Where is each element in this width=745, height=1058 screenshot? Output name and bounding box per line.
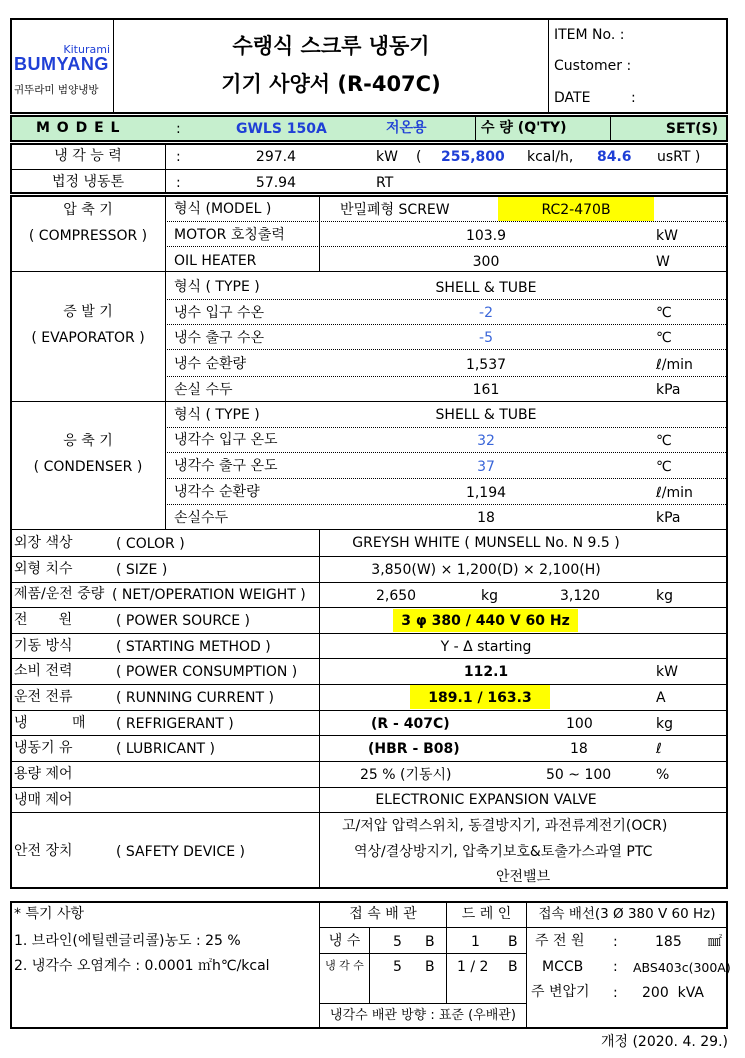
start-value: Y - Δ starting (440, 639, 532, 655)
legal-value: 57.94 (255, 175, 296, 191)
wiring-main-unit: ㎟ (708, 934, 722, 950)
cond-row3-label: 냉각수 출구 온도 (174, 458, 278, 474)
comp-row3-label: OIL HEATER (174, 253, 257, 269)
wiring-main-colon: : (613, 934, 618, 950)
power-en: ( POWER SOURCE ) (116, 613, 250, 629)
ref-amount: 100 (566, 716, 593, 732)
cond-line1 (165, 427, 728, 428)
notes-item-2: 2. 냉각수 오염계수 : 0.0001 ㎡h℃/kcal (14, 958, 270, 974)
pipe-row1-dunit: B (508, 934, 518, 950)
cond-row5-value: 18 (477, 510, 495, 526)
wiring-main-label: 주 전 원 (535, 933, 585, 949)
start-ko: 기동 방식 (14, 638, 73, 654)
run-ko: 운전 전류 (14, 689, 73, 705)
lub-unit: ℓ (656, 741, 662, 757)
item-no-label: ITEM No. : (554, 27, 625, 43)
safety-ko: 안전 장치 (14, 843, 73, 859)
comp-row2-value: 103.9 (465, 228, 507, 244)
wiring-trans-colon: : (613, 985, 618, 1001)
capacity-usrt-unit: usRT ) (657, 149, 701, 165)
cond-row5-label: 손실수두 (174, 510, 229, 526)
cond-row2-label: 냉각수 입구 온도 (174, 432, 278, 448)
pipe-row2-size: 5 (393, 959, 402, 975)
bottom-h3 (319, 1003, 526, 1004)
cond-div (165, 401, 166, 529)
wiring-title: 접속 배선(3 Ø 380 V 60 Hz) (538, 906, 716, 922)
comp-row1-value: 반밀폐형 SCREW (340, 202, 450, 218)
model-div2 (610, 115, 611, 142)
spec-line-power (10, 633, 728, 634)
spec-line-run (10, 710, 728, 711)
evap-row4-unit: ℓ/min (656, 357, 693, 373)
doc-title-line2: 기기 사양서 (R-407C) (221, 72, 441, 96)
evap-end (10, 401, 728, 402)
pipe-row1-size: 5 (393, 934, 402, 950)
cap-value: 25 % (기동시) (360, 767, 452, 783)
evap-row2-value: -2 (479, 305, 493, 321)
cond-line2 (165, 452, 728, 453)
comp-end (10, 271, 728, 272)
capacity-label: 냉 각 능 력 (54, 148, 122, 164)
compressor-name-ko: 압 축 기 (63, 202, 113, 218)
condenser-name-en: ( CONDENSER ) (33, 459, 143, 475)
model-type: 저온용 (386, 120, 427, 136)
spec-line-cons (10, 684, 728, 685)
color-en: ( COLOR ) (116, 536, 185, 552)
cond-row1-label: 형식 ( TYPE ) (174, 407, 260, 423)
spec-line-start (10, 658, 728, 659)
capacity-paren: ( (416, 149, 422, 165)
comp-row1-value2: RC2-470B (541, 202, 611, 218)
spec-line-cap (10, 787, 728, 788)
evaporator-name-ko: 증 발 기 (63, 304, 113, 320)
spec-line-refc (10, 812, 728, 813)
ref-unit: kg (656, 716, 673, 732)
pipe-drain-header: 드 레 인 (461, 906, 512, 922)
wiring-main-value: 185 (655, 934, 682, 950)
comp-div (165, 195, 166, 271)
cond-line3 (165, 478, 728, 479)
capacity-usrt: 84.6 (597, 149, 632, 165)
cap-range: 50 ~ 100 (546, 767, 612, 783)
cond-row3-value: 37 (477, 459, 495, 475)
spec-line-color (10, 556, 728, 557)
lub-value: (HBR - B08) (368, 741, 460, 757)
brand-small: Kiturami (63, 43, 110, 56)
run-en: ( RUNNING CURRENT ) (116, 690, 274, 706)
wiring-mccb-colon: : (613, 959, 618, 975)
legal-label: 법정 냉동톤 (51, 174, 125, 190)
pipe-row2-label: 냉 각 수 (325, 959, 364, 972)
capacity-mid-line (10, 169, 728, 170)
brand-logo: BUMYANG (14, 54, 109, 74)
evap-line1 (165, 299, 728, 300)
header-divider-right (548, 18, 549, 114)
comp-row2-unit: kW (656, 228, 678, 244)
size-value: 3,850(W) × 1,200(D) × 2,100(H) (371, 562, 601, 578)
customer-label: Customer : (554, 58, 632, 74)
run-unit: A (656, 690, 666, 706)
refc-value: ELECTRONIC EXPANSION VALVE (375, 792, 597, 808)
set-label: SET(S) (665, 121, 718, 137)
evap-line4 (165, 376, 728, 377)
safety-en: ( SAFETY DEVICE ) (116, 844, 245, 860)
pipe-row2-drain: 1 / 2 (457, 959, 489, 975)
cond-row2-value: 32 (477, 433, 495, 449)
brand-korean: 귀뚜라미 범양냉방 (14, 84, 99, 96)
model-label: M O D E L (36, 120, 121, 136)
size-ko: 외형 치수 (14, 561, 73, 577)
bottom-h2 (319, 953, 526, 954)
doc-title-line1: 수랭식 스크루 냉동기 (232, 34, 430, 58)
cond-row5-unit: kPa (656, 510, 681, 526)
comp-line1 (165, 221, 728, 222)
notes-title: * 특기 사항 (14, 906, 84, 922)
evap-line2 (165, 324, 728, 325)
model-value: GWLS 150A (236, 121, 327, 137)
pipe-row2-unit: B (425, 959, 435, 975)
power-ko: 전 원 (14, 612, 73, 628)
wiring-mccb-value: ABS403c(300A) (633, 960, 731, 975)
capacity-div (165, 143, 166, 194)
cond-row2-unit: ℃ (656, 433, 672, 449)
wiring-trans-label: 주 변압기 (531, 984, 590, 1000)
legal-unit: RT (376, 175, 394, 191)
evap-row4-value: 1,537 (465, 357, 507, 373)
evap-row5-value: 161 (472, 382, 500, 398)
lub-en: ( LUBRICANT ) (116, 741, 216, 757)
comp-row3-value: 300 (472, 254, 500, 270)
ref-en: ( REFRIGERANT ) (116, 716, 234, 732)
capacity-kw-unit: kW (376, 149, 398, 165)
weight-unit1: kg (481, 588, 498, 604)
pipe-direction: 냉각수 배관 방향 : 표준 (우배관) (330, 1008, 516, 1023)
cons-en: ( POWER CONSUMPTION ) (116, 664, 298, 680)
start-en: ( STARTING METHOD ) (116, 639, 271, 655)
weight-op: 3,120 (560, 588, 601, 604)
comp-row3-unit: W (656, 254, 670, 270)
safety-line3: 안전밸브 (496, 869, 551, 885)
comp-line2 (165, 246, 728, 247)
evap-row4-label: 냉수 순환량 (174, 356, 247, 372)
model-colon: : (176, 121, 181, 137)
notes-item-1: 1. 브라인(에틸렌글리콜)농도 : 25 % (14, 933, 241, 949)
cond-row4-label: 냉각수 순환량 (174, 484, 260, 500)
ref-value: (R - 407C) (371, 716, 450, 732)
evap-row3-unit: ℃ (656, 330, 672, 346)
evap-row5-unit: kPa (656, 382, 681, 398)
evap-row3-label: 냉수 출구 수온 (174, 330, 265, 346)
weight-net: 2,650 (376, 588, 417, 604)
cons-value: 112.1 (463, 664, 509, 680)
lub-ko: 냉동기 유 (14, 740, 73, 756)
weight-ko: 제품/운전 중량 (14, 586, 105, 602)
pipe-row1-unit: B (425, 934, 435, 950)
cond-row4-unit: ℓ/min (656, 485, 693, 501)
evap-row5-label: 손실 수두 (174, 382, 233, 398)
spec-line-ref (10, 735, 728, 736)
run-value: 189.1 / 163.3 (428, 690, 532, 706)
spec-line-lub (10, 761, 728, 762)
pipe-row2-dunit: B (508, 959, 518, 975)
evap-row2-unit: ℃ (656, 305, 672, 321)
color-ko: 외장 색상 (14, 535, 73, 551)
capacity-kcal-unit: kcal/h, (527, 149, 574, 165)
refc-ko: 냉매 제어 (14, 792, 73, 808)
model-div1 (475, 115, 476, 142)
evap-row1-label: 형식 ( TYPE ) (174, 279, 260, 295)
cap-unit: % (656, 767, 670, 783)
pipe-row1-drain: 1 (471, 934, 480, 950)
capacity-colon: : (176, 149, 181, 165)
bottom-div3 (369, 927, 370, 1003)
ref-ko: 냉 매 (14, 715, 86, 731)
cond-line4 (165, 504, 728, 505)
weight-en: ( NET/OPERATION WEIGHT ) (112, 587, 306, 603)
bottom-h1 (319, 927, 728, 928)
safety-line2: 역상/결상방지기, 압축기보호&토출가스과열 PTC (354, 844, 653, 860)
evaporator-name-en: ( EVAPORATOR ) (31, 330, 145, 346)
cons-unit: kW (656, 664, 678, 680)
evap-row3-value: -5 (479, 330, 493, 346)
evap-row1-value: SHELL & TUBE (435, 280, 537, 296)
cond-end (10, 529, 728, 530)
date-colon: : (631, 90, 636, 106)
evap-line3 (165, 349, 728, 350)
cap-ko: 용량 제어 (14, 766, 73, 782)
comp-row2-label: MOTOR 호칭출력 (174, 227, 285, 243)
power-value: 3 φ 380 / 440 V 60 Hz (401, 613, 570, 629)
lub-amount: 18 (570, 741, 588, 757)
evap-div (165, 271, 166, 401)
header-divider-left (113, 18, 114, 114)
spec-div (319, 529, 320, 889)
safety-line1: 고/저압 압력스위치, 동결방지기, 과전류계전기(OCR) (342, 818, 668, 834)
spec-line-size (10, 582, 728, 583)
condenser-name-ko: 응 축 기 (63, 433, 113, 449)
qty-label: 수 량 (Q'TY) (481, 120, 567, 136)
cond-row4-value: 1,194 (465, 485, 507, 501)
pipe-row1-label: 냉 수 (328, 933, 361, 949)
comp-row1-label: 형식 (MODEL ) (174, 201, 272, 217)
capacity-kw: 297.4 (255, 149, 296, 165)
weight-unit2: kg (656, 588, 673, 604)
revision-note: 개정 (2020. 4. 29.) (600, 1034, 728, 1050)
size-en: ( SIZE ) (116, 562, 168, 578)
capacity-kcal: 255,800 (441, 149, 505, 165)
cond-row1-value: SHELL & TUBE (435, 407, 537, 423)
compressor-name-en: ( COMPRESSOR ) (28, 228, 148, 244)
wiring-mccb-label: MCCB (542, 959, 584, 975)
cons-ko: 소비 전력 (14, 663, 73, 679)
pipe-conn-header: 접 속 배 관 (349, 906, 417, 922)
date-label: DATE (554, 90, 591, 106)
spec-line-weight (10, 607, 728, 608)
cond-row3-unit: ℃ (656, 459, 672, 475)
evap-row2-label: 냉수 입구 수온 (174, 305, 265, 321)
color-value: GREYSH WHITE ( MUNSELL No. N 9.5 ) (352, 535, 620, 551)
wiring-trans-value: 200 kVA (642, 985, 704, 1001)
legal-colon: : (176, 175, 181, 191)
